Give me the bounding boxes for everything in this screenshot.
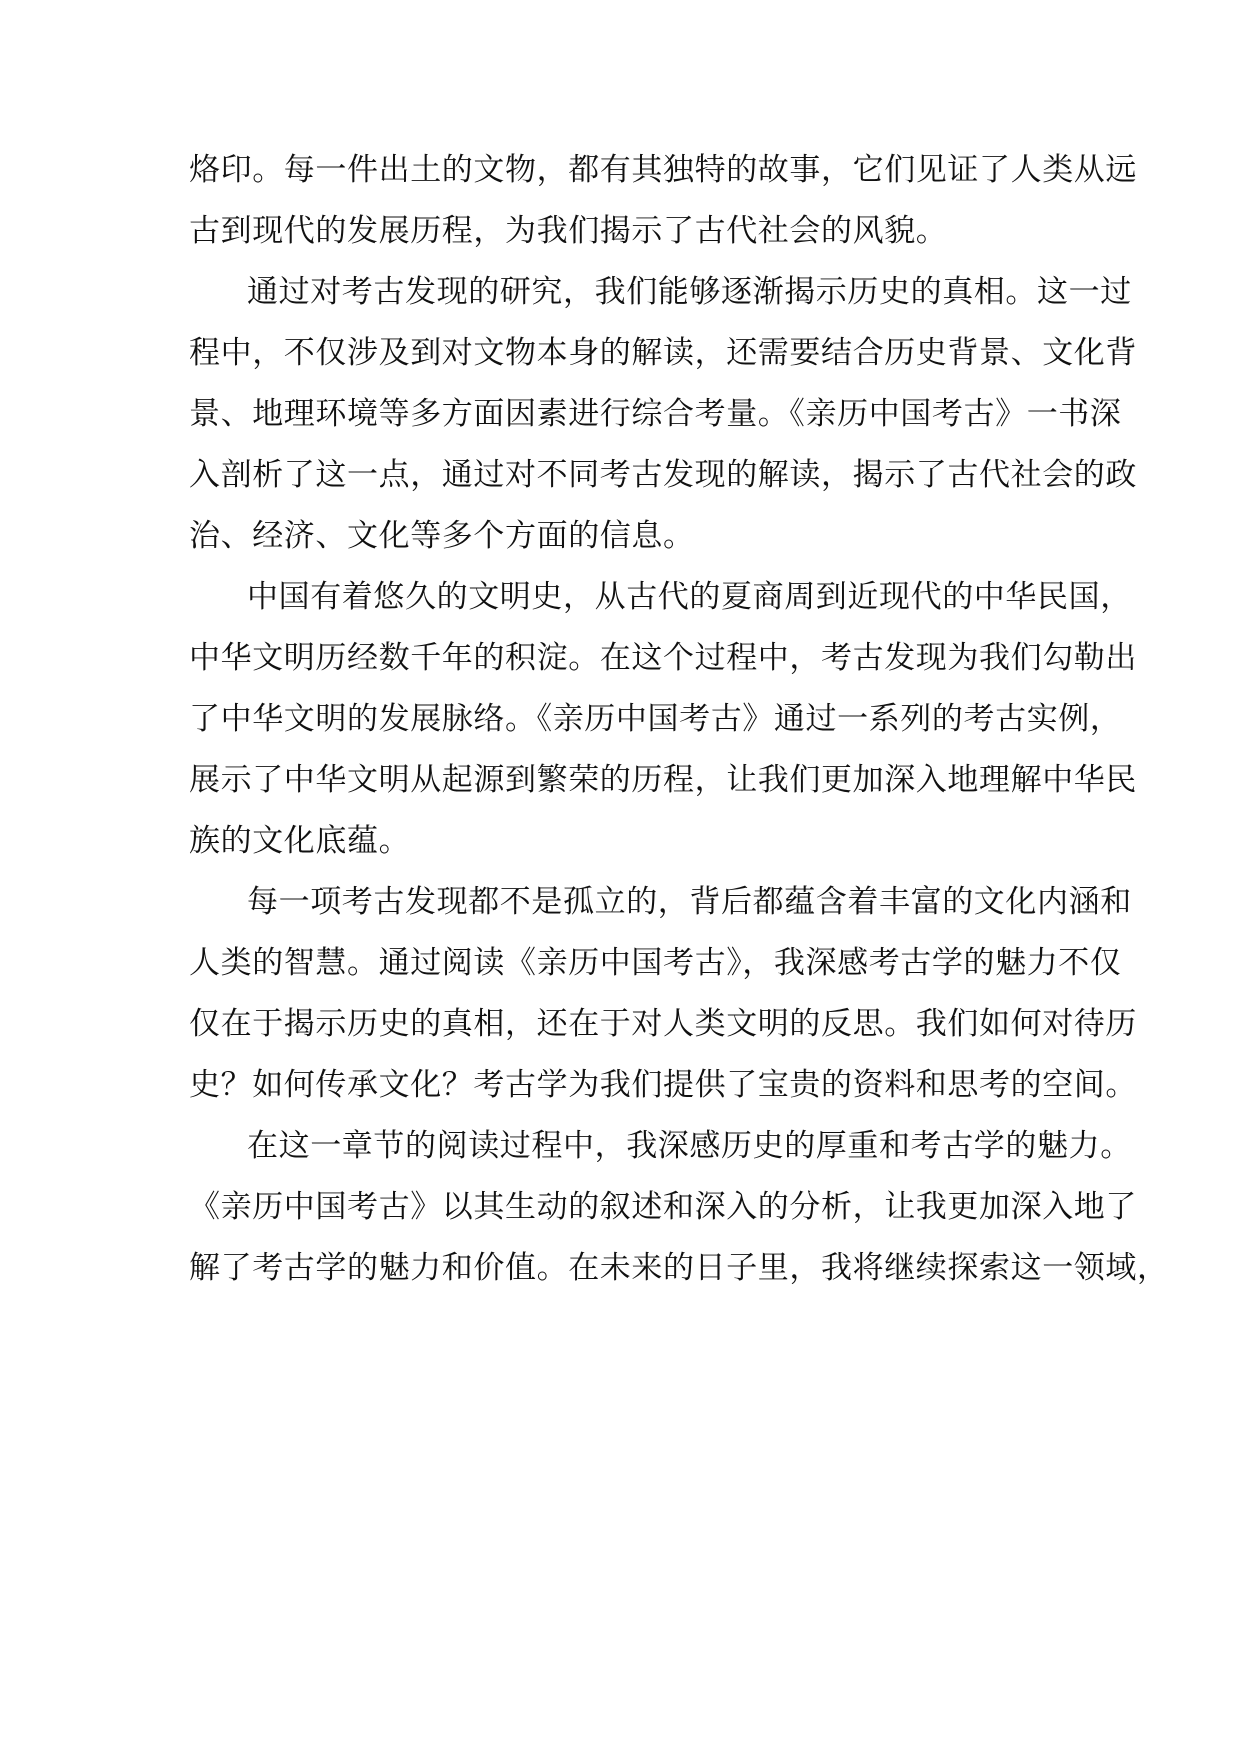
text-line: 族的文化底蕴。 <box>189 823 411 859</box>
text-line: 程中，不仅涉及到对文物本身的解读，还需要结合历史背景、文化背 <box>189 335 1137 371</box>
text-line: 在这一章节的阅读过程中，我深感历史的厚重和考古学的魅力。 <box>247 1128 1132 1164</box>
text-line: 中华文明历经数千年的积淀。在这个过程中，考古发现为我们勾勒出 <box>189 640 1137 676</box>
text-line: 人类的智慧。通过阅读《亲历中国考古》，我深感考古学的魅力不仅 <box>189 945 1122 981</box>
text-line: 了中华文明的发展脉络。《亲历中国考古》通过一系列的考古实例， <box>189 701 1122 737</box>
paragraph-3 <box>189 567 1137 872</box>
text-line: 中国有着悠久的文明史，从古代的夏商周到近现代的中华民国， <box>247 579 1132 615</box>
body-text <box>189 140 1169 1299</box>
paragraph-5 <box>189 1116 1169 1299</box>
text-line: 展示了中华文明从起源到繁荣的历程，让我们更加深入地理解中华民 <box>189 762 1137 798</box>
paragraph-4 <box>189 872 1137 1116</box>
text-line: 《亲历中国考古》以其生动的叙述和深入的分析，让我更加深入地了 <box>189 1189 1137 1225</box>
text-line: 入剖析了这一点，通过对不同考古发现的解读，揭示了古代社会的政 <box>189 457 1137 493</box>
paragraph-1 <box>189 140 1137 262</box>
text-line: 古到现代的发展历程，为我们揭示了古代社会的风貌。 <box>189 213 948 249</box>
text-line: 景、地理环境等多方面因素进行综合考量。《亲历中国考古》一书深 <box>189 396 1122 432</box>
text-line: 仅在于揭示历史的真相，还在于对人类文明的反思。我们如何对待历 <box>189 1006 1137 1042</box>
text-line: 每一项考古发现都不是孤立的，背后都蕴含着丰富的文化内涵和 <box>247 884 1132 920</box>
text-line: 史？如何传承文化？考古学为我们提供了宝贵的资料和思考的空间。 <box>189 1067 1137 1103</box>
text-line: 治、经济、文化等多个方面的信息。 <box>189 518 695 554</box>
text-line: 解了考古学的魅力和价值。在未来的日子里，我将继续探索这一领域， <box>189 1250 1169 1286</box>
text-line: 通过对考古发现的研究，我们能够逐渐揭示历史的真相。这一过 <box>247 274 1132 310</box>
paragraph-2 <box>189 262 1137 567</box>
text-line: 烙印。每一件出土的文物，都有其独特的故事，它们见证了人类从远 <box>189 152 1137 188</box>
